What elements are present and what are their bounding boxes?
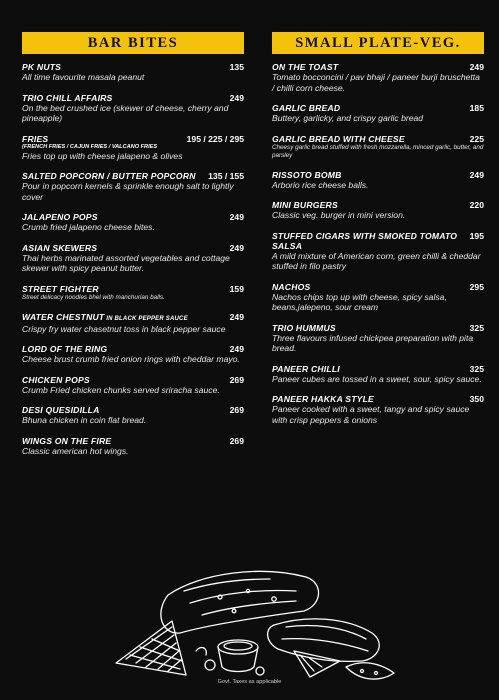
bar-bites-heading: BAR BITES bbox=[22, 32, 244, 54]
menu-item-price: 295 bbox=[469, 281, 484, 292]
menu-item-header bbox=[272, 134, 484, 144]
menu-item bbox=[22, 436, 244, 457]
menu-item bbox=[22, 62, 244, 83]
taxes-note: Govt. Taxes as applicable bbox=[217, 679, 282, 685]
menu-item bbox=[22, 171, 244, 202]
menu-item bbox=[22, 405, 244, 426]
menu-item bbox=[22, 134, 244, 162]
menu-item-name bbox=[272, 364, 340, 374]
menu-item-name bbox=[22, 436, 111, 446]
small-plate-veg-list bbox=[272, 62, 484, 425]
menu-item-price: 249 bbox=[469, 62, 484, 72]
menu-item-name-text: MINI BURGERS bbox=[272, 200, 338, 210]
menu-item-description: Three flavours infused chickpea preparation with pita bread. bbox=[272, 332, 474, 353]
menu-item-header bbox=[22, 312, 244, 324]
menu-item bbox=[22, 375, 244, 396]
menu-item bbox=[22, 344, 244, 365]
menu-item-name-text: DESI QUESIDILLA bbox=[22, 405, 100, 415]
menu-item bbox=[272, 200, 484, 221]
menu-item-variants: (FRENCH FRIES / CAJUN FRIES / VALCANO FRIES bbox=[22, 143, 158, 150]
menu-item-header bbox=[272, 323, 484, 333]
menu-item-name-text: WATER CHESTNUT bbox=[22, 311, 105, 322]
menu-item-header bbox=[22, 171, 244, 181]
menu-item-name-text: NACHOS bbox=[272, 281, 311, 292]
menu-item bbox=[272, 364, 484, 385]
menu-item-name bbox=[272, 134, 405, 144]
menu-item-header bbox=[272, 394, 484, 404]
menu-item-description: Street delicacy noodles bhel with manchurian balls. bbox=[22, 293, 165, 301]
menu-item-description: Cheesy garlic bread stuffed with fresh mozzarella, minced garlic, butter, and parsley bbox=[272, 143, 484, 159]
menu-item bbox=[22, 243, 244, 274]
menu-item-name-text: ASIAN SKEWERS bbox=[22, 242, 98, 253]
menu-item-name bbox=[22, 312, 188, 324]
menu-item-name-text: WINGS ON THE FIRE bbox=[22, 435, 112, 446]
menu-item-price: 195 / 225 / 295 bbox=[186, 133, 244, 144]
menu-item-description: Paneer cooked with a sweet, tangy and spicy sauce with crisp peppers & onions bbox=[272, 404, 470, 425]
menu-item-price: 249 bbox=[229, 212, 244, 222]
menu-item bbox=[272, 282, 484, 313]
menu-item-description: All time favourite masala peanut bbox=[22, 72, 145, 82]
menu-item-description: Fries top up with cheese jalapeno & olives bbox=[22, 150, 183, 161]
menu-item-price: 325 bbox=[469, 322, 484, 333]
menu-item-header bbox=[272, 364, 484, 374]
menu-item-name bbox=[272, 231, 466, 251]
bar-bites-column bbox=[22, 32, 244, 466]
menu-item-name-text: TRIO HUMMUS bbox=[272, 322, 336, 333]
menu-item-name bbox=[22, 375, 90, 385]
menu-item bbox=[272, 231, 484, 272]
menu-item-header bbox=[22, 405, 244, 415]
menu-item-header bbox=[22, 375, 244, 385]
menu-item-name-text: GARLIC BREAD WITH CHEESE bbox=[272, 133, 405, 144]
menu-item-header bbox=[22, 436, 244, 446]
menu-item-name-text: LORD OF THE RING bbox=[22, 344, 108, 354]
menu-item-header bbox=[272, 200, 484, 210]
menu-item-header bbox=[22, 212, 244, 222]
menu-item-name-text: ON THE TOAST bbox=[272, 62, 339, 72]
menu-item-name bbox=[272, 170, 342, 180]
menu-item-description: On the bed crushed ice (skewer of cheese, cherry and pineapple) bbox=[22, 102, 229, 123]
bar-bites-list bbox=[22, 62, 244, 456]
menu-item-price: 220 bbox=[469, 200, 484, 210]
menu-item-price: 135 bbox=[229, 62, 244, 72]
menu-item-name-text: JALAPENO POPS bbox=[22, 212, 98, 222]
menu-item-price: 325 bbox=[469, 363, 484, 374]
menu-item-name bbox=[22, 405, 100, 415]
menu-item-description: Nachos chips top up with cheese, spicy salsa, beans,jalepeno, sour cream bbox=[272, 291, 447, 312]
menu-item bbox=[22, 93, 244, 124]
menu-item-price: 225 bbox=[469, 133, 484, 144]
menu-item-name-text: PANEER CHILLI bbox=[272, 363, 340, 374]
menu-item-price: 195 bbox=[469, 230, 484, 241]
menu-item-name bbox=[22, 243, 97, 253]
menu-item-price: 159 bbox=[229, 283, 244, 294]
menu-item bbox=[272, 103, 484, 124]
menu-item-description: Tomato bocconcini / pav bhaji / paneer burji bruschetta / chilli corn cheese. bbox=[272, 72, 480, 93]
menu-item-header bbox=[22, 344, 244, 354]
menu-item-description: Classic veg. burger in mini version. bbox=[272, 210, 406, 220]
menu-item bbox=[272, 134, 484, 160]
menu-item-header bbox=[22, 243, 244, 253]
menu-item-description: Crumb Fried chicken chunks served sriracha sauce. bbox=[22, 384, 220, 395]
menu-item-header bbox=[22, 62, 244, 72]
menu-item-price: 269 bbox=[229, 435, 244, 446]
menu-item bbox=[22, 284, 244, 302]
menu-item-name bbox=[22, 212, 98, 222]
menu-item bbox=[272, 170, 484, 191]
menu-item bbox=[22, 312, 244, 335]
menu-item-name-text: RISSOTO BOMB bbox=[272, 169, 342, 180]
menu-item-header bbox=[22, 284, 244, 294]
menu-item-name bbox=[272, 282, 310, 292]
menu-item-price: 185 bbox=[469, 103, 484, 113]
menu-item-description: Buttery, garlicky, and crispy garlic bread bbox=[272, 113, 424, 123]
menu-item-name-text: SALTED POPCORN / BUTTER POPCORN bbox=[22, 171, 196, 181]
menu-item-price: 269 bbox=[229, 405, 244, 415]
menu-item-name-text: PK NUTS bbox=[22, 62, 62, 72]
menu-item-name-text: CHICKEN POPS bbox=[22, 374, 90, 385]
small-plate-veg-column bbox=[272, 32, 484, 435]
menu-item-name bbox=[272, 323, 336, 333]
menu-item-name-suffix: IN BLACK PEPPER SAUCE bbox=[104, 315, 188, 322]
menu-item-name bbox=[272, 394, 374, 404]
menu-item-price: 249 bbox=[229, 311, 244, 322]
menu-item-name bbox=[22, 284, 99, 294]
menu-item-name bbox=[22, 171, 196, 181]
menu-item-price: 269 bbox=[229, 374, 244, 385]
menu-item-description: Crumb fried jalapeno cheese bites. bbox=[22, 222, 155, 232]
menu-item-name-text: GARLIC BREAD bbox=[272, 103, 341, 113]
menu-item-header bbox=[272, 62, 484, 72]
menu-item-description: A mild mixture of American corn, green chilli & cheddar stuffed in filo pastry bbox=[272, 250, 481, 271]
menu-item bbox=[272, 62, 484, 93]
menu-item-description: Crispy fry water chasetnut toss in black pepper sauce bbox=[22, 323, 226, 334]
menu-item-name bbox=[22, 62, 61, 72]
menu-item-description: Thai herbs marinated assorted vegetables and cottage skewer with spicy peanut butter. bbox=[22, 252, 230, 273]
menu-item-name bbox=[272, 103, 340, 113]
menu-item bbox=[272, 394, 484, 425]
menu-item-header bbox=[272, 282, 484, 292]
menu-item-name bbox=[22, 344, 107, 354]
menu-item-description: Classic american hot wings. bbox=[22, 445, 129, 456]
menu-item-name-text: STREET FIGHTER bbox=[22, 283, 99, 294]
menu-item-description: Pour in popcorn kernels & sprinkle enough salt to lightly cover bbox=[22, 181, 234, 202]
menu-item-header bbox=[22, 134, 244, 144]
menu-item-name bbox=[22, 93, 113, 103]
menu-item-description: Arborio rice cheese balls. bbox=[272, 179, 369, 190]
menu-item-description: Paneer cubes are tossed in a sweet, sour, spicy sauce. bbox=[272, 373, 482, 384]
menu-item-header bbox=[22, 93, 244, 103]
menu-item-price: 350 bbox=[469, 394, 484, 404]
menu-item-name-text: STUFFED CIGARS WITH SMOKED TOMATO SALSA bbox=[272, 230, 458, 251]
small-plate-veg-heading: SMALL PLATE-VEG. bbox=[272, 32, 484, 54]
menu-item-name bbox=[272, 62, 338, 72]
menu-item-price: 249 bbox=[469, 169, 484, 180]
menu-item-header bbox=[272, 170, 484, 180]
menu-item-name-text: PANEER HAKKA STYLE bbox=[272, 394, 374, 404]
food-sketch-illustration-icon bbox=[110, 555, 400, 685]
menu-item-header bbox=[272, 103, 484, 113]
menu-item-price: 249 bbox=[229, 92, 244, 103]
menu-item-name-text: TRIO CHILL AFFAIRS bbox=[22, 92, 113, 103]
menu-item-price: 135 / 155 bbox=[208, 171, 244, 181]
menu-item-description: Bhuna chicken in coin flat bread. bbox=[22, 415, 147, 425]
menu-item-name bbox=[22, 134, 48, 144]
menu-item-name bbox=[272, 200, 338, 210]
menu-item-description: Cheese brust crumb fried onion rings with cheddar mayo. bbox=[22, 354, 240, 364]
menu-item-price: 249 bbox=[229, 242, 244, 253]
menu-item bbox=[22, 212, 244, 233]
menu-item-price: 249 bbox=[229, 344, 244, 354]
menu-item bbox=[272, 323, 484, 354]
menu-item-name-text: FRIES bbox=[22, 133, 49, 144]
menu-item-header bbox=[272, 231, 484, 251]
